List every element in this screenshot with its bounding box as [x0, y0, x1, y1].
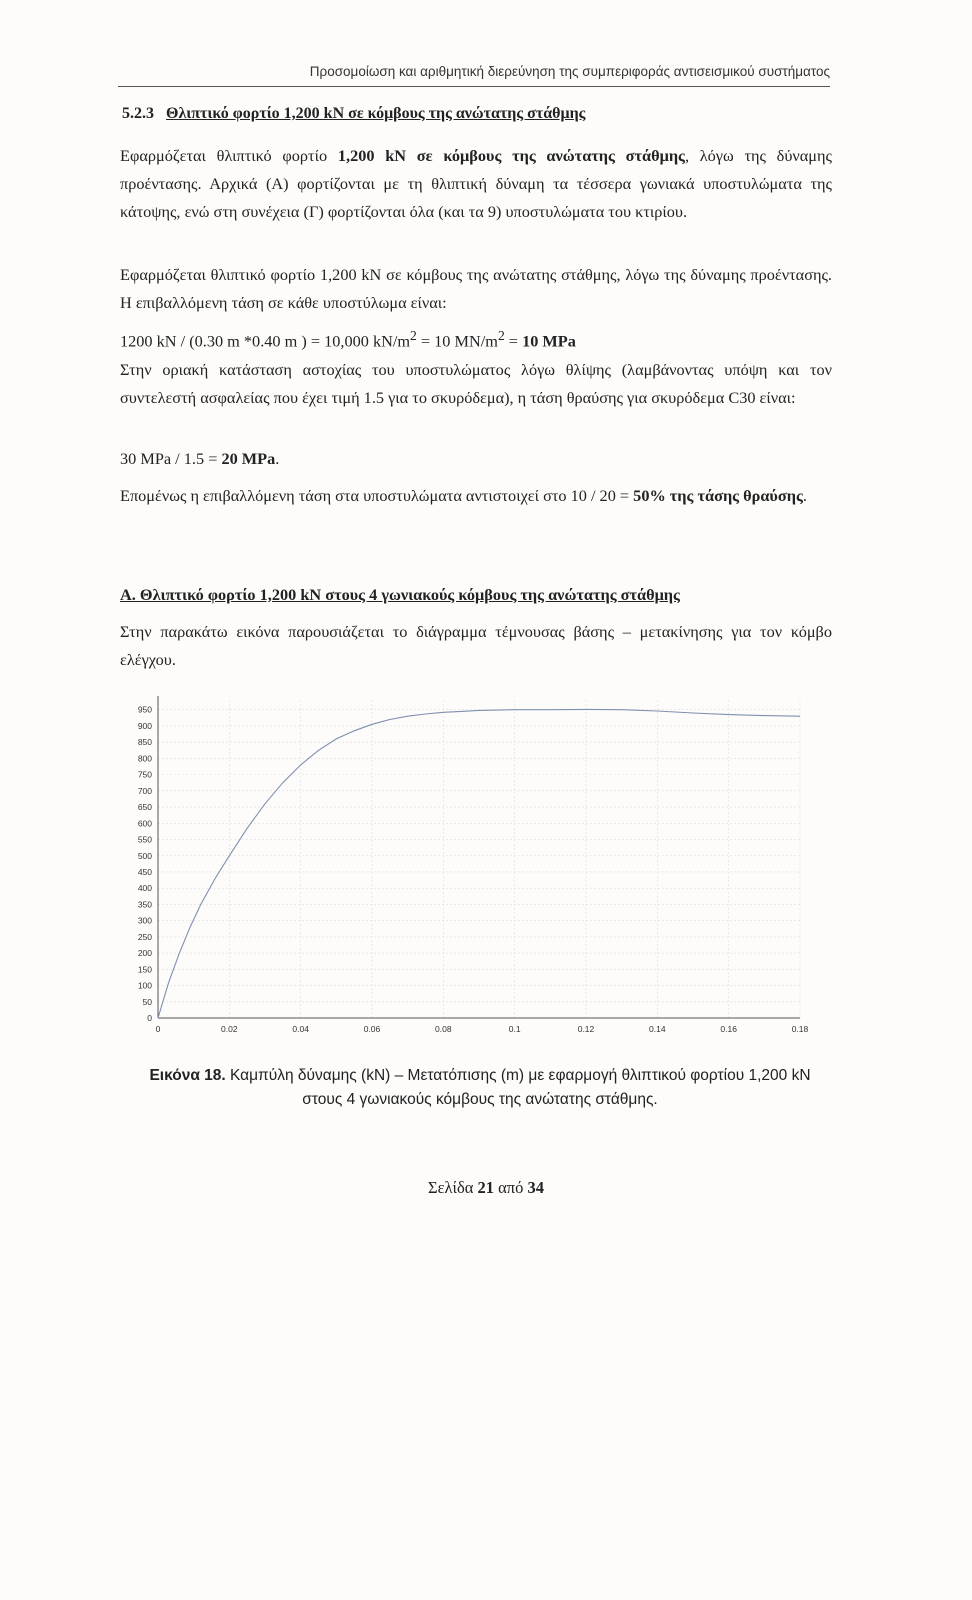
y-tick-label: 600	[137, 818, 152, 829]
paragraph-text: , λόγω της δύναμης προέντασης. Αρχικά (Α) φορτίζονται με τη θλιπτική δύναμη τα τέσσερα γωνιακά υποστυλώματα της κάτοψης, ενώ στη συνέχεια (Γ) φορτίζονται όλα (και τα 9) υποστυλώματα του κτιρίου.	[120, 146, 832, 221]
y-tick-label: 500	[137, 850, 152, 861]
paragraph-text: Εφαρμόζεται θλιπτικό φορτίο	[120, 146, 338, 165]
x-tick-label: 0.1	[508, 1024, 521, 1034]
y-tick-label: 250	[137, 931, 152, 942]
x-tick-label: 0.04	[292, 1024, 309, 1034]
y-tick-label: 550	[137, 834, 152, 845]
footer-text: από	[494, 1178, 528, 1197]
x-tick-label: 0.02	[221, 1024, 238, 1034]
y-tick-label: 450	[137, 866, 152, 877]
x-tick-label: 0.08	[435, 1024, 452, 1034]
y-tick-label: 150	[137, 964, 152, 975]
formula-text: 30 MPa / 1.5 =	[120, 449, 222, 468]
page-number: 21	[477, 1178, 495, 1197]
paragraph-text: Επομένως η επιβαλλόμενη τάση στα υποστυλώματα αντιστοιχεί στο 10 / 20 =	[120, 486, 634, 505]
y-tick-label: 200	[137, 948, 152, 959]
page-footer	[0, 1178, 972, 1198]
x-tick-label: 0.16	[720, 1024, 737, 1034]
y-tick-label: 400	[137, 883, 152, 894]
x-tick-label: 0.14	[649, 1024, 666, 1034]
x-tick-label: 0.12	[577, 1024, 595, 1034]
footer-text: Σελίδα	[427, 1178, 478, 1197]
x-tick-label: 0	[155, 1024, 161, 1034]
x-axis-ticks	[156, 1024, 809, 1034]
formula-text: 1200 kN / (0.30 m *0.40 m ) = 10,000 kN/m	[120, 331, 411, 351]
figure-caption	[130, 1064, 830, 1112]
x-tick-label: 0.18	[791, 1024, 809, 1034]
chart-grid	[158, 700, 800, 1018]
y-tick-label: 0	[147, 1013, 152, 1023]
page-total: 34	[527, 1178, 544, 1197]
y-tick-label: 900	[137, 720, 152, 731]
formula-result: 20 MPa	[221, 449, 276, 468]
paragraph-bold: 50% της τάσης θραύσης	[633, 486, 803, 505]
y-tick-label: 850	[137, 737, 152, 748]
superscript: 2	[410, 328, 417, 343]
chart-svg	[118, 696, 830, 1056]
caption-text: Καμπύλη δύναμης (kN) – Μετατόπισης (m) με εφαρμογή θλιπτικού φορτίου 1,200 kN στους 4 γωνιακούς κόμβους της ανώτατης στάθμης.	[225, 1067, 811, 1108]
paragraph-bold: 1,200 kN σε κόμβους της ανώτατης στάθμης	[337, 146, 685, 165]
force-displacement-chart	[118, 696, 830, 1056]
formula-text: .	[275, 449, 280, 468]
formula-text: = 10 MN/m	[416, 331, 498, 351]
paragraph-intro	[120, 142, 832, 226]
paragraph-stress-calc	[120, 322, 832, 355]
paragraph-conclusion	[120, 482, 832, 510]
paragraph-failure-stress	[120, 445, 832, 473]
y-tick-label: 950	[137, 704, 152, 715]
y-tick-label: 50	[142, 996, 152, 1007]
y-axis-ticks	[138, 705, 152, 1023]
y-tick-label: 700	[137, 785, 152, 796]
paragraph-figure-intro: Στην παρακάτω εικόνα παρουσιάζεται το διάγραμμα τέμνουσας βάσης – μετακίνησης για τον κόμβο ελέγχου.	[120, 622, 832, 669]
subsection-heading: Α. Θλιπτικό φορτίο 1,200 kN στους 4 γωνιακούς κόμβους της ανώτατης στάθμης	[120, 585, 680, 604]
paragraph-ultimate-state: Στην οριακή κατάσταση αστοχίας του υποστυλώματος λόγω θλίψης (λαμβάνοντας υπόψη και τον συντελεστή ασφαλείας που έχει τιμή 1.5 για το σκυρόδεμα), η τάση θραύσης για σκυρόδεμα C30 είναι:	[120, 360, 832, 407]
y-tick-label: 650	[137, 802, 152, 813]
formula-result: 10 MPa	[522, 331, 576, 351]
paragraph-text: .	[802, 486, 807, 505]
x-tick-label: 0.06	[363, 1024, 381, 1034]
formula-text: =	[504, 331, 523, 351]
header-rule	[118, 86, 830, 87]
y-tick-label: 300	[137, 915, 152, 926]
section-number: 5.2.3	[122, 105, 154, 122]
y-tick-label: 750	[137, 769, 152, 780]
paragraph-stress-intro: Εφαρμόζεται θλιπτικό φορτίο 1,200 kN σε κόμβους της ανώτατης στάθμης, λόγω της δύναμης προέντασης. Η επιβαλλόμενη τάση σε κάθε υποστύλωμα είναι:	[120, 265, 832, 312]
section-title: Θλιπτικό φορτίο 1,200 kN σε κόμβους της ανώτατης στάθμης	[166, 105, 586, 122]
superscript: 2	[497, 328, 505, 343]
caption-label: Εικόνα 18.	[149, 1067, 226, 1084]
y-tick-label: 350	[137, 899, 152, 910]
series-line	[158, 709, 800, 1018]
y-tick-label: 100	[137, 980, 152, 991]
y-tick-label: 800	[137, 753, 152, 764]
running-header: Προσομοίωση και αριθμητική διερεύνηση της συμπεριφοράς αντισεισμικού συστήματος	[309, 64, 830, 79]
section-heading	[122, 105, 585, 123]
chart-axes	[158, 696, 800, 1018]
